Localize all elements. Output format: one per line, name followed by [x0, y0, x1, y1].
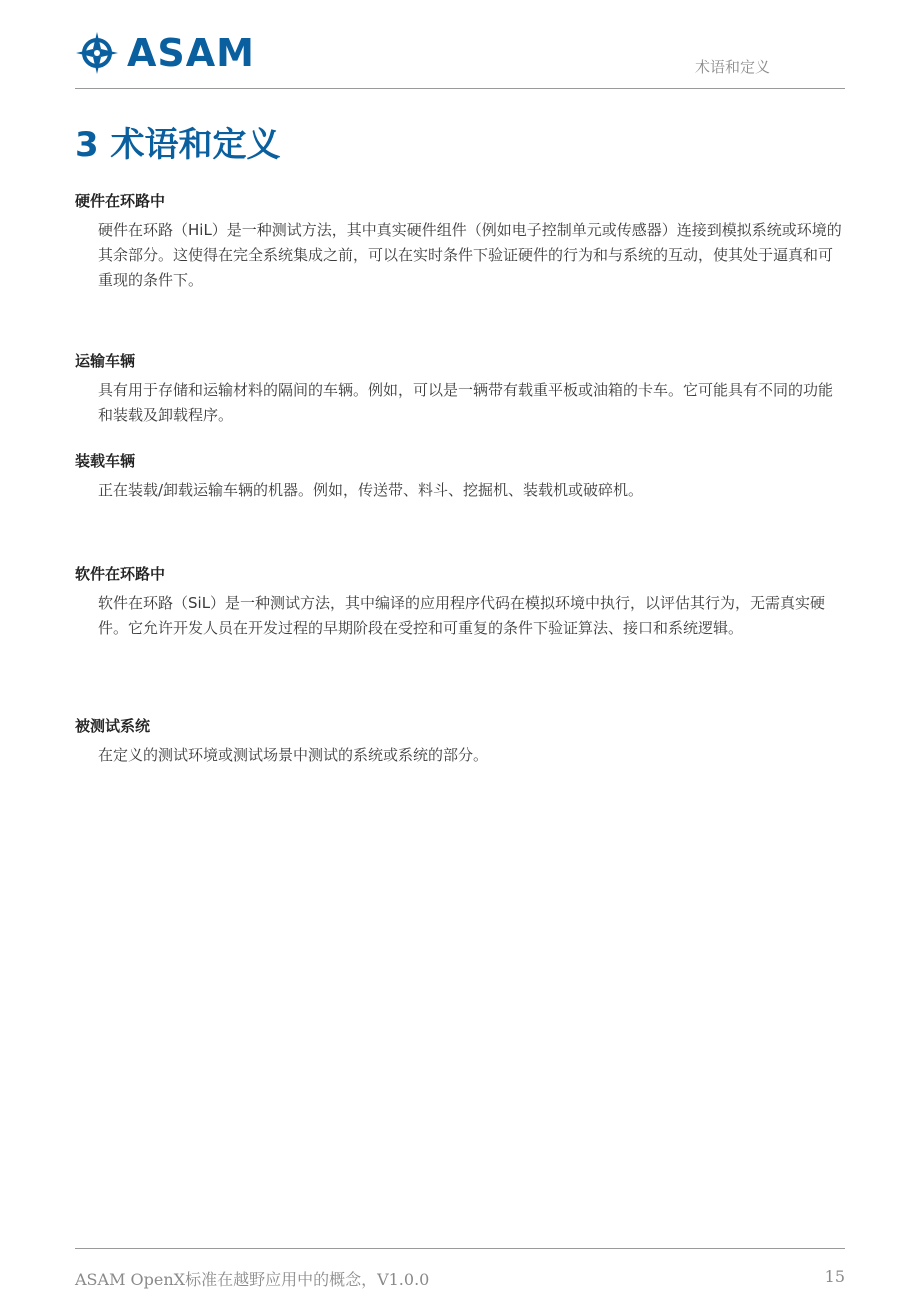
- running-head: 术语和定义: [694, 58, 770, 76]
- term-definition: 具有用于存储和运输材料的隔间的车辆。例如，可以是一辆带有载重平板或油箱的卡车。它可能具有不同的功能和装载及卸载程序。: [98, 381, 834, 424]
- term-entry: [75, 188, 845, 348]
- page-header: [75, 28, 845, 89]
- term-entry: [75, 561, 845, 713]
- term-definition: 在定义的测试环境或测试场景中测试的系统或系统的部分。: [98, 746, 489, 764]
- term-title: 装载车辆: [75, 452, 136, 470]
- term-title: 软件在环路中: [75, 565, 166, 583]
- term-title: 硬件在环路中: [75, 192, 166, 210]
- terms-list: [75, 188, 845, 773]
- chapter-title: 3 术语和定义: [75, 125, 281, 165]
- term-title: 运输车辆: [75, 352, 136, 370]
- footer-document-title: ASAM OpenX标准在越野应用中的概念，V1.0.0: [75, 1270, 430, 1289]
- term-title: 被测试系统: [75, 717, 151, 735]
- asam-logo: [75, 31, 255, 75]
- page-number: 15: [824, 1267, 845, 1286]
- logo-text: ASAM: [127, 31, 256, 75]
- term-entry: [75, 713, 845, 773]
- page-footer: [75, 1248, 845, 1289]
- term-entry: [75, 348, 845, 448]
- term-entry: [75, 448, 845, 561]
- compass-star-icon: [75, 31, 119, 75]
- term-definition: 正在装载/卸载运输车辆的机器。例如，传送带、料斗、挖掘机、装载机或破碎机。: [98, 481, 644, 499]
- term-definition: 硬件在环路（HiL）是一种测试方法，其中真实硬件组件（例如电子控制单元或传感器）连接到模拟系统或环境的其余部分。这使得在完全系统集成之前，可以在实时条件下验证硬件的行为和与系统的互动，使其处于逼真和可重现的条件下。: [98, 221, 842, 289]
- term-definition: 软件在环路（SiL）是一种测试方法，其中编译的应用程序代码在模拟环境中执行，以评估其行为，无需真实硬件。它允许开发人员在开发过程的早期阶段在受控和可重复的条件下验证算法、接口和系统逻辑。: [98, 594, 826, 637]
